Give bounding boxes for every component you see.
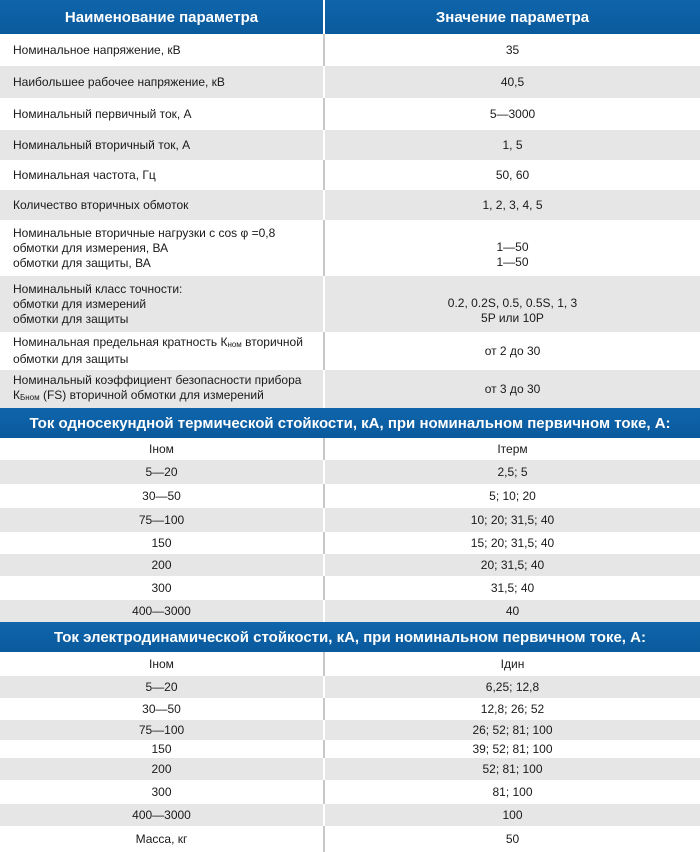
value-cell: 10; 20; 31,5; 40	[470, 512, 555, 527]
table-row	[0, 190, 700, 220]
table-row	[0, 34, 700, 66]
inom-cell: 400—3000	[0, 804, 325, 826]
param-value: 40,5	[500, 74, 525, 89]
accuracy-line-2: обмотки для измерений	[13, 296, 147, 311]
table-row	[0, 720, 700, 740]
value-cell: 20; 31,5; 40	[480, 557, 545, 572]
inom-cell: 150	[0, 740, 325, 758]
inom-cell: 400—3000	[0, 600, 325, 622]
param-value: 5—3000	[489, 106, 536, 121]
table-row	[0, 826, 700, 852]
value-cell: 31,5; 40	[490, 580, 535, 595]
param-name: Наибольшее рабочее напряжение, кВ	[0, 66, 325, 98]
inom-cell: 300	[0, 576, 325, 600]
param-value: 50, 60	[495, 167, 530, 182]
inom-cell: 200	[0, 758, 325, 780]
table-row	[0, 698, 700, 720]
table-row	[0, 508, 700, 532]
thermal-section-title: Ток односекундной термической стойкости, кА, при номинальном первичном токе, А:	[0, 408, 700, 438]
table-row	[0, 460, 700, 484]
table-row	[0, 66, 700, 98]
value-cell: 39; 52; 81; 100	[472, 741, 553, 756]
table-row	[0, 600, 700, 622]
table-row	[0, 758, 700, 780]
value-cell: 52; 81; 100	[482, 761, 543, 776]
inom-cell: 5—20	[0, 460, 325, 484]
param-value: 35	[505, 42, 520, 57]
inom-cell: 75—100	[0, 508, 325, 532]
param-value: 1, 2, 3, 4, 5	[482, 197, 543, 212]
value-cell: 15; 20; 31,5; 40	[470, 535, 555, 550]
table-row	[0, 276, 700, 332]
dynamic-col-idin: Iдин	[500, 656, 525, 671]
thermal-col-iterm: Iтерм	[497, 441, 528, 456]
value-cell: 12,8; 26; 52	[480, 701, 545, 716]
value-cell: 40	[505, 603, 520, 618]
load-line-1: Номинальные вторичные нагрузки с cos φ =0,8	[13, 225, 276, 240]
table-row	[0, 130, 700, 160]
value-cell: 5; 10; 20	[489, 488, 536, 503]
param-value: от 2 до 30	[484, 343, 541, 358]
value-cell: 81; 100	[492, 784, 533, 799]
param-name	[0, 370, 325, 408]
safety-line-1: Номинальный коэффициент безопасности прибора	[13, 373, 302, 387]
limit-ratio-line-1: Номинальная предельная кратность $К_{ном}$ вторичной	[13, 335, 303, 349]
value-cell: 100	[502, 807, 523, 822]
table-row	[0, 438, 700, 460]
param-name	[0, 332, 325, 370]
load-value-2: 1—50	[496, 255, 529, 269]
table-row	[0, 160, 700, 190]
load-value-1: 1—50	[496, 240, 529, 254]
accuracy-line-1: Номинальный класс точности:	[13, 281, 183, 296]
load-line-2: обмотки для измерения, ВА	[13, 240, 169, 255]
table-row	[0, 370, 700, 408]
value-cell: 2,5; 5	[497, 464, 528, 479]
param-name	[0, 220, 325, 276]
header-param: Наименование параметра	[0, 0, 325, 34]
limit-ratio-line-2: обмотки для защиты	[13, 352, 129, 366]
accuracy-line-3: обмотки для защиты	[13, 311, 129, 326]
table-row	[0, 652, 700, 676]
load-line-3: обмотки для защиты, ВА	[13, 255, 151, 270]
accuracy-value-1: 0.2, 0.2S, 0.5, 0.5S, 1, 3	[447, 296, 578, 310]
inom-cell: 200	[0, 554, 325, 576]
table-row	[0, 804, 700, 826]
inom-cell: 75—100	[0, 720, 325, 740]
table-row	[0, 676, 700, 698]
value-cell: 6,25; 12,8	[485, 679, 540, 694]
table-row	[0, 484, 700, 508]
param-name	[0, 276, 325, 332]
inom-cell: 300	[0, 780, 325, 804]
inom-cell: 30—50	[0, 484, 325, 508]
accuracy-value-2: 5P или 10P	[481, 311, 544, 325]
table-row	[0, 576, 700, 600]
table-row	[0, 780, 700, 804]
param-name: Количество вторичных обмоток	[0, 190, 325, 220]
table-row	[0, 740, 700, 758]
table-header	[0, 0, 700, 34]
param-name: Номинальное напряжение, кВ	[0, 34, 325, 66]
table-row	[0, 532, 700, 554]
inom-cell: 5—20	[0, 676, 325, 698]
inom-cell: 150	[0, 532, 325, 554]
param-value	[325, 220, 700, 276]
table-row	[0, 332, 700, 370]
value-cell: 26; 52; 81; 100	[472, 722, 553, 737]
param-value	[325, 276, 700, 332]
table-row	[0, 554, 700, 576]
dynamic-section-title: Ток электродинамической стойкости, кА, при номинальном первичном токе, А:	[0, 622, 700, 652]
thermal-col-inom: Iном	[0, 438, 325, 460]
table-row	[0, 220, 700, 276]
param-value: 1, 5	[502, 137, 523, 152]
inom-cell: 30—50	[0, 698, 325, 720]
param-name: Номинальная частота, Гц	[0, 160, 325, 190]
mass-name: Масса, кг	[0, 826, 325, 852]
header-value: Значение параметра	[435, 8, 590, 26]
dynamic-col-inom: Iном	[0, 652, 325, 676]
mass-value: 50	[505, 831, 520, 846]
param-name: Номинальный первичный ток, А	[0, 98, 325, 130]
param-value: от 3 до 30	[484, 381, 541, 396]
table-row	[0, 98, 700, 130]
param-name: Номинальный вторичный ток, А	[0, 130, 325, 160]
safety-line-2: $К_{Бном}$ (FS) вторичной обмотки для измерений	[13, 388, 264, 402]
